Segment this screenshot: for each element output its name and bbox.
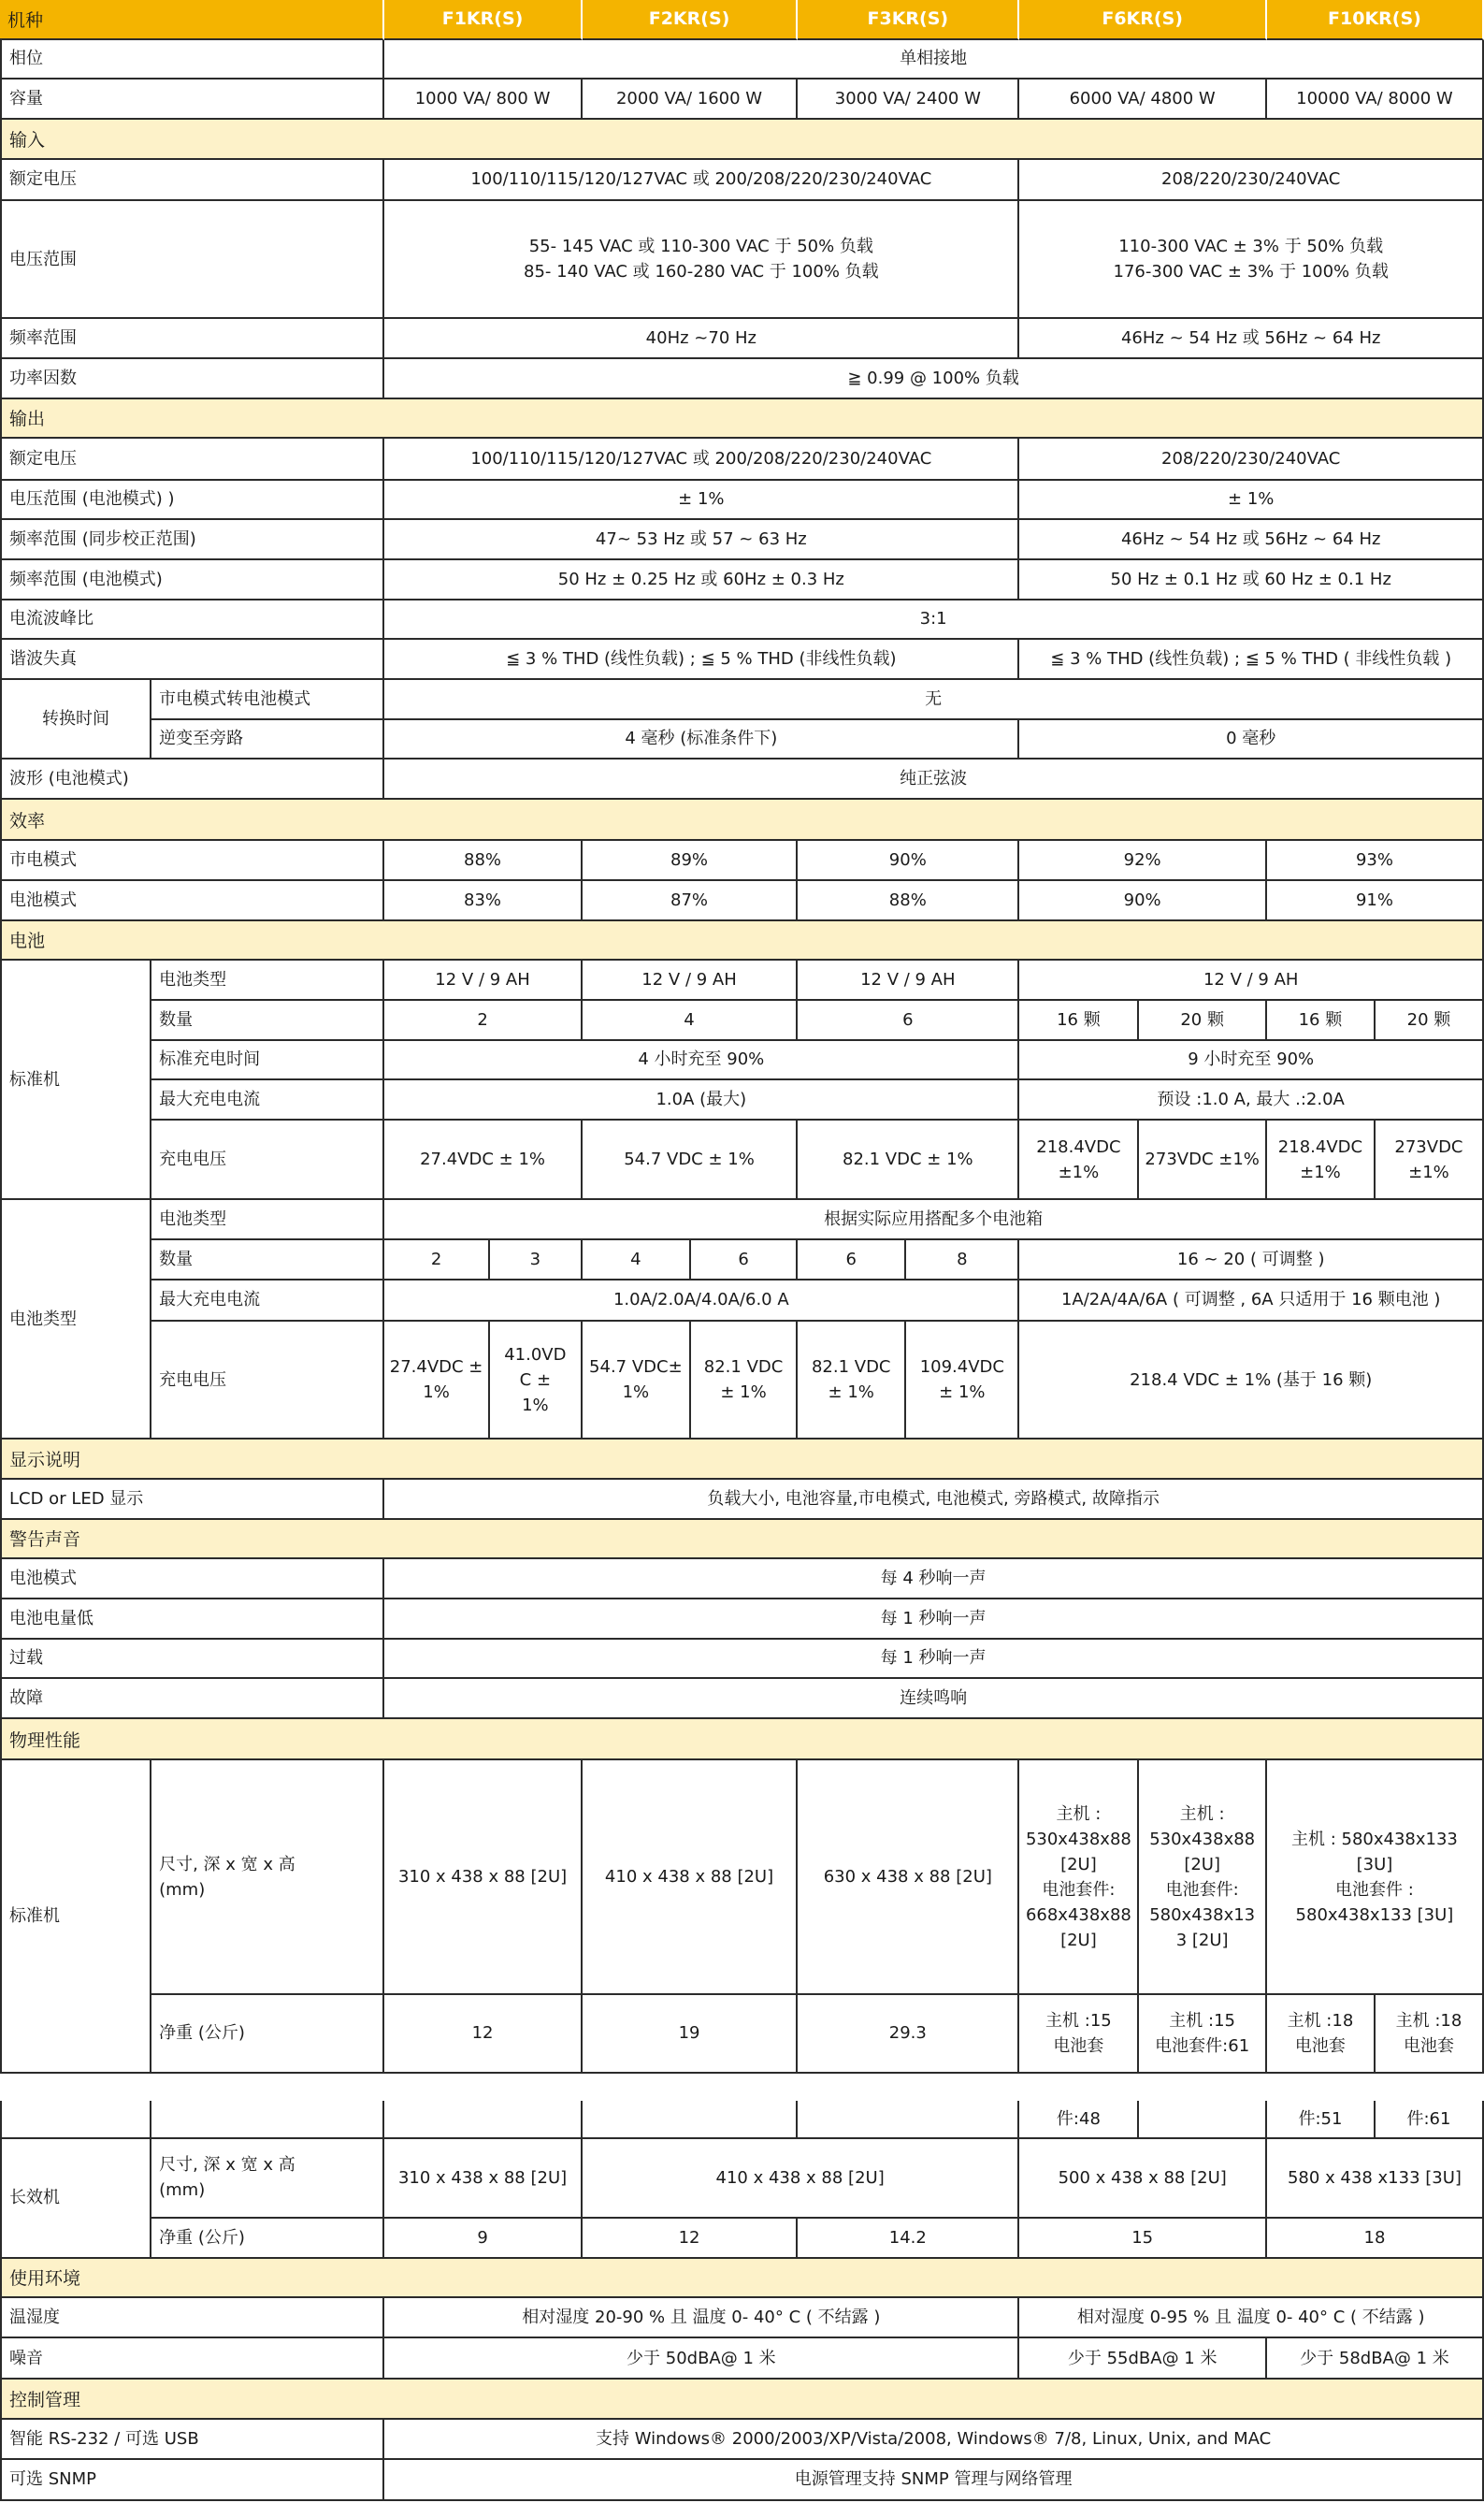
display-indicator-label: LCD or LED 显示 bbox=[0, 1480, 384, 1520]
output-voltage-label: 额定电压 bbox=[0, 439, 384, 480]
battery-standard-qty: 4 bbox=[583, 1001, 798, 1041]
physical-standard-weight: 主机 :15 电池套件:61 bbox=[1139, 1995, 1267, 2074]
battery-long-voltage-label: 充电电压 bbox=[151, 1322, 384, 1440]
battery-standard-time-a: 4 小时充至 90% bbox=[384, 1041, 1019, 1081]
section-input: 输入 bbox=[0, 120, 1484, 160]
alarm-battery-mode-label: 电池模式 bbox=[0, 1559, 384, 1599]
physical-standard-dimension: 310 x 438 x 88 [2U] bbox=[384, 1760, 583, 1995]
battery-long-type-label: 电池类型 bbox=[151, 1200, 384, 1240]
header-model: F2KR(S) bbox=[583, 0, 798, 40]
battery-standard-type: 12 V / 9 AH bbox=[798, 961, 1019, 1001]
output-voltage-value-b: 208/220/230/240VAC bbox=[1019, 439, 1484, 480]
physical-standard-weight: 主机 :15 电池套 bbox=[1019, 1995, 1139, 2074]
section-output: 输出 bbox=[0, 399, 1484, 440]
input-frequency-range-value-a: 40Hz ~70 Hz bbox=[384, 319, 1019, 359]
battery-standard-time-label: 标准充电时间 bbox=[151, 1041, 384, 1081]
section-management: 控制管理 bbox=[0, 2380, 1484, 2420]
battery-long-voltage: 82.1 VDC ± 1% bbox=[691, 1322, 798, 1440]
battery-standard-type-label: 电池类型 bbox=[151, 961, 384, 1001]
noise-value-a: 少于 50dBA@ 1 米 bbox=[384, 2338, 1019, 2380]
input-frequency-range-label: 频率范围 bbox=[0, 319, 384, 359]
physical-long-weight: 14.2 bbox=[798, 2219, 1019, 2259]
battery-long-voltage: 27.4VDC ± 1% bbox=[384, 1322, 490, 1440]
physical-standard-weight-continued: 件:51 bbox=[1267, 2101, 1376, 2139]
input-voltage-range-value-a: 55- 145 VAC 或 110-300 VAC 于 50% 负载 85- 140 VAC 或 160-280 VAC 于 100% 负载 bbox=[384, 201, 1019, 319]
output-frequency-battery-label: 频率范围 (电池模式) bbox=[0, 560, 384, 600]
battery-standard-time-b: 9 小时充至 90% bbox=[1019, 1041, 1484, 1081]
harmonic-distortion-value-a: ≦ 3 % THD (线性负载) ; ≦ 5 % THD (非线性负载) bbox=[384, 640, 1019, 680]
input-voltage-label: 额定电压 bbox=[0, 160, 384, 201]
physical-long-label: 长效机 bbox=[0, 2139, 151, 2259]
output-voltage-battery-value-b: ± 1% bbox=[1019, 481, 1484, 521]
crest-factor-value: 3:1 bbox=[384, 600, 1484, 641]
header-model: F10KR(S) bbox=[1267, 0, 1484, 40]
header-model: F3KR(S) bbox=[798, 0, 1019, 40]
humidity-label: 温湿度 bbox=[0, 2298, 384, 2338]
battery-standard-label: 标准机 bbox=[0, 961, 151, 1200]
efficiency-battery-value: 88% bbox=[798, 881, 1019, 921]
output-frequency-sync-value-b: 46Hz ~ 54 Hz 或 56Hz ~ 64 Hz bbox=[1019, 520, 1484, 560]
alarm-battery-low-value: 每 1 秒响一声 bbox=[384, 1599, 1484, 1640]
section-efficiency: 效率 bbox=[0, 800, 1484, 841]
harmonic-distortion-value-b: ≦ 3 % THD (线性负载) ; ≦ 5 % THD ( 非线性负载 ) bbox=[1019, 640, 1484, 680]
physical-standard-dimension: 410 x 438 x 88 [2U] bbox=[583, 1760, 798, 1995]
battery-standard-voltage: 82.1 VDC ± 1% bbox=[798, 1121, 1019, 1200]
input-frequency-range-value-b: 46Hz ~ 54 Hz 或 56Hz ~ 64 Hz bbox=[1019, 319, 1484, 359]
battery-long-qty: 4 bbox=[583, 1240, 691, 1280]
battery-long-qty-label: 数量 bbox=[151, 1240, 384, 1280]
transfer-mains-label: 市电模式转电池模式 bbox=[151, 680, 384, 720]
input-voltage-range-label: 电压范围 bbox=[0, 201, 384, 319]
battery-long-qty: 16 ~ 20 ( 可调整 ) bbox=[1019, 1240, 1484, 1280]
battery-long-qty: 6 bbox=[798, 1240, 906, 1280]
crest-factor-label: 电流波峰比 bbox=[0, 600, 384, 641]
capacity-value: 3000 VA/ 2400 W bbox=[798, 80, 1019, 120]
humidity-value-b: 相对湿度 0-95 % 且 温度 0- 40° C ( 不结露 ) bbox=[1019, 2298, 1484, 2338]
humidity-value-a: 相对湿度 20-90 % 且 温度 0- 40° C ( 不结露 ) bbox=[384, 2298, 1019, 2338]
physical-long-dimension: 500 x 438 x 88 [2U] bbox=[1019, 2139, 1267, 2219]
physical-standard-dimension: 主机 : 530x438x88 [2U] 电池套件: 668x438x88 [2U] bbox=[1019, 1760, 1139, 1995]
snmp-value: 电源管理支持 SNMP 管理与网络管理 bbox=[384, 2460, 1484, 2501]
transfer-bypass-value-a: 4 毫秒 (标准条件下) bbox=[384, 720, 1019, 760]
efficiency-battery-value: 83% bbox=[384, 881, 583, 921]
phase-label: 相位 bbox=[0, 40, 384, 80]
output-frequency-battery-value-a: 50 Hz ± 0.25 Hz 或 60Hz ± 0.3 Hz bbox=[384, 560, 1019, 600]
efficiency-mains-value: 89% bbox=[583, 841, 798, 881]
section-alarm: 警告声音 bbox=[0, 1520, 1484, 1560]
physical-standard-weight: 12 bbox=[384, 1995, 583, 2074]
battery-standard-type: 12 V / 9 AH bbox=[583, 961, 798, 1001]
physical-long-dimension-label: 尺寸, 深 x 宽 x 高 (mm) bbox=[151, 2139, 384, 2219]
section-physical: 物理性能 bbox=[0, 1719, 1484, 1760]
physical-standard-weight: 19 bbox=[583, 1995, 798, 2074]
alarm-fault-value: 连续鸣响 bbox=[384, 1679, 1484, 1719]
physical-long-weight-label: 净重 (公斤) bbox=[151, 2219, 384, 2259]
transfer-bypass-label: 逆变至旁路 bbox=[151, 720, 384, 760]
battery-standard-voltage: 218.4VDC ±1% bbox=[1019, 1121, 1139, 1200]
header-model-label: 机种 bbox=[0, 0, 384, 40]
battery-long-voltage: 218.4 VDC ± 1% (基于 16 颗) bbox=[1019, 1322, 1484, 1440]
noise-value-b: 少于 55dBA@ 1 米 bbox=[1019, 2338, 1267, 2380]
section-environment: 使用环境 bbox=[0, 2259, 1484, 2299]
transfer-time-label: 转换时间 bbox=[0, 680, 151, 760]
physical-long-weight: 12 bbox=[583, 2219, 798, 2259]
noise-label: 噪音 bbox=[0, 2338, 384, 2380]
physical-standard-label: 标准机 bbox=[0, 1760, 151, 2073]
battery-long-voltage: 109.4VDC ± 1% bbox=[906, 1322, 1019, 1440]
power-factor-label: 功率因数 bbox=[0, 359, 384, 399]
battery-standard-qty: 6 bbox=[798, 1001, 1019, 1041]
continuation-blank bbox=[0, 2101, 151, 2139]
input-voltage-value-a: 100/110/115/120/127VAC 或 200/208/220/230/240VAC bbox=[384, 160, 1019, 201]
battery-standard-voltage: 27.4VDC ± 1% bbox=[384, 1121, 583, 1200]
battery-long-voltage: 54.7 VDC± 1% bbox=[583, 1322, 691, 1440]
physical-long-weight: 18 bbox=[1267, 2219, 1484, 2259]
power-factor-value: ≧ 0.99 @ 100% 负载 bbox=[384, 359, 1484, 399]
transfer-bypass-value-b: 0 毫秒 bbox=[1019, 720, 1484, 760]
continuation-blank bbox=[151, 2101, 384, 2139]
battery-long-qty: 3 bbox=[490, 1240, 583, 1280]
output-voltage-battery-value-a: ± 1% bbox=[384, 481, 1019, 521]
continuation-blank bbox=[798, 2101, 1019, 2139]
battery-standard-type: 12 V / 9 AH bbox=[384, 961, 583, 1001]
battery-long-voltage: 41.0VD C ± 1% bbox=[490, 1322, 583, 1440]
battery-standard-voltage: 273VDC ±1% bbox=[1139, 1121, 1267, 1200]
harmonic-distortion-label: 谐波失真 bbox=[0, 640, 384, 680]
battery-long-current-a: 1.0A/2.0A/4.0A/6.0 A bbox=[384, 1280, 1019, 1322]
noise-value-c: 少于 58dBA@ 1 米 bbox=[1267, 2338, 1484, 2380]
rs232-usb-value: 支持 Windows® 2000/2003/XP/Vista/2008, Windows® 7/8, Linux, Unix, and MAC bbox=[384, 2420, 1484, 2460]
battery-long-label: 电池类型 bbox=[0, 1200, 151, 1440]
efficiency-mains-label: 市电模式 bbox=[0, 841, 384, 881]
capacity-label: 容量 bbox=[0, 80, 384, 120]
waveform-label: 波形 (电池模式) bbox=[0, 760, 384, 800]
rs232-usb-label: 智能 RS-232 / 可选 USB bbox=[0, 2420, 384, 2460]
battery-standard-type: 12 V / 9 AH bbox=[1019, 961, 1484, 1001]
continuation-blank bbox=[583, 2101, 798, 2139]
alarm-fault-label: 故障 bbox=[0, 1679, 384, 1719]
physical-long-weight: 15 bbox=[1019, 2219, 1267, 2259]
physical-standard-weight: 29.3 bbox=[798, 1995, 1019, 2074]
physical-standard-weight-continued bbox=[1139, 2101, 1267, 2139]
battery-standard-qty: 20 颗 bbox=[1376, 1001, 1484, 1041]
header-model: F6KR(S) bbox=[1019, 0, 1267, 40]
efficiency-battery-value: 91% bbox=[1267, 881, 1484, 921]
battery-standard-voltage: 218.4VDC ±1% bbox=[1267, 1121, 1376, 1200]
battery-long-qty: 2 bbox=[384, 1240, 490, 1280]
section-battery: 电池 bbox=[0, 921, 1484, 962]
snmp-label: 可选 SNMP bbox=[0, 2460, 384, 2501]
physical-standard-weight: 主机 :18 电池套 bbox=[1267, 1995, 1376, 2074]
efficiency-battery-label: 电池模式 bbox=[0, 881, 384, 921]
efficiency-mains-value: 90% bbox=[798, 841, 1019, 881]
input-voltage-value-b: 208/220/230/240VAC bbox=[1019, 160, 1484, 201]
capacity-value: 10000 VA/ 8000 W bbox=[1267, 80, 1484, 120]
physical-standard-dimension-label: 尺寸, 深 x 宽 x 高 (mm) bbox=[151, 1760, 384, 1995]
waveform-value: 纯正弦波 bbox=[384, 760, 1484, 800]
physical-long-dimension: 410 x 438 x 88 [2U] bbox=[583, 2139, 1020, 2219]
continuation-blank bbox=[384, 2101, 583, 2139]
battery-standard-qty: 20 颗 bbox=[1139, 1001, 1267, 1041]
physical-standard-weight-label: 净重 (公斤) bbox=[151, 1995, 384, 2074]
physical-standard-dimension: 主机 : 580x438x133 [3U] 电池套件 : 580x438x133 [3U] bbox=[1267, 1760, 1484, 1995]
battery-standard-qty: 2 bbox=[384, 1001, 583, 1041]
battery-long-current-b: 1A/2A/4A/6A ( 可调整 , 6A 只适用于 16 颗电池 ) bbox=[1019, 1280, 1484, 1322]
display-indicator-value: 负载大小, 电池容量,市电模式, 电池模式, 旁路模式, 故障指示 bbox=[384, 1480, 1484, 1520]
battery-standard-qty: 16 颗 bbox=[1019, 1001, 1139, 1041]
alarm-battery-low-label: 电池电量低 bbox=[0, 1599, 384, 1640]
battery-long-voltage: 82.1 VDC ± 1% bbox=[798, 1322, 906, 1440]
battery-standard-qty: 16 颗 bbox=[1267, 1001, 1376, 1041]
battery-long-qty: 8 bbox=[906, 1240, 1019, 1280]
phase-value: 单相接地 bbox=[384, 40, 1484, 80]
battery-standard-qty-label: 数量 bbox=[151, 1001, 384, 1041]
battery-standard-voltage-label: 充电电压 bbox=[151, 1121, 384, 1200]
battery-standard-current-a: 1.0A (最大) bbox=[384, 1080, 1019, 1121]
physical-standard-weight-continued: 件:61 bbox=[1376, 2101, 1484, 2139]
efficiency-mains-value: 88% bbox=[384, 841, 583, 881]
section-display: 显示说明 bbox=[0, 1440, 1484, 1480]
header-model: F1KR(S) bbox=[384, 0, 583, 40]
efficiency-mains-value: 92% bbox=[1019, 841, 1267, 881]
output-frequency-battery-value-b: 50 Hz ± 0.1 Hz 或 60 Hz ± 0.1 Hz bbox=[1019, 560, 1484, 600]
battery-long-current-label: 最大充电电流 bbox=[151, 1280, 384, 1322]
physical-standard-weight: 主机 :18 电池套 bbox=[1376, 1995, 1484, 2074]
battery-standard-current-b: 预设 :1.0 A, 最大 .:2.0A bbox=[1019, 1080, 1484, 1121]
output-voltage-battery-label: 电压范围 (电池模式) ) bbox=[0, 481, 384, 521]
physical-standard-dimension: 主机 : 530x438x88 [2U] 电池套件: 580x438x13 3 [2U] bbox=[1139, 1760, 1267, 1995]
capacity-value: 6000 VA/ 4800 W bbox=[1019, 80, 1267, 120]
battery-standard-voltage: 273VDC ±1% bbox=[1376, 1121, 1484, 1200]
alarm-overload-value: 每 1 秒响一声 bbox=[384, 1640, 1484, 1680]
efficiency-battery-value: 90% bbox=[1019, 881, 1267, 921]
output-voltage-value-a: 100/110/115/120/127VAC 或 200/208/220/230/240VAC bbox=[384, 439, 1019, 480]
battery-standard-voltage: 54.7 VDC ± 1% bbox=[583, 1121, 798, 1200]
output-frequency-sync-label: 频率范围 (同步校正范围) bbox=[0, 520, 384, 560]
physical-long-dimension: 310 x 438 x 88 [2U] bbox=[384, 2139, 583, 2219]
output-frequency-sync-value-a: 47~ 53 Hz 或 57 ~ 63 Hz bbox=[384, 520, 1019, 560]
input-voltage-range-value-b: 110-300 VAC ± 3% 于 50% 负载 176-300 VAC ± 3% 于 100% 负载 bbox=[1019, 201, 1484, 319]
alarm-battery-mode-value: 每 4 秒响一声 bbox=[384, 1559, 1484, 1599]
efficiency-battery-value: 87% bbox=[583, 881, 798, 921]
battery-standard-current-label: 最大充电电流 bbox=[151, 1080, 384, 1121]
physical-long-weight: 9 bbox=[384, 2219, 583, 2259]
alarm-overload-label: 过载 bbox=[0, 1640, 384, 1680]
efficiency-mains-value: 93% bbox=[1267, 841, 1484, 881]
transfer-mains-value: 无 bbox=[384, 680, 1484, 720]
capacity-value: 1000 VA/ 800 W bbox=[384, 80, 583, 120]
physical-standard-weight-continued: 件:48 bbox=[1019, 2101, 1139, 2139]
capacity-value: 2000 VA/ 1600 W bbox=[583, 80, 798, 120]
physical-long-dimension: 580 x 438 x133 [3U] bbox=[1267, 2139, 1484, 2219]
battery-long-type-value: 根据实际应用搭配多个电池箱 bbox=[384, 1200, 1484, 1240]
battery-long-qty: 6 bbox=[691, 1240, 798, 1280]
physical-standard-dimension: 630 x 438 x 88 [2U] bbox=[798, 1760, 1019, 1995]
